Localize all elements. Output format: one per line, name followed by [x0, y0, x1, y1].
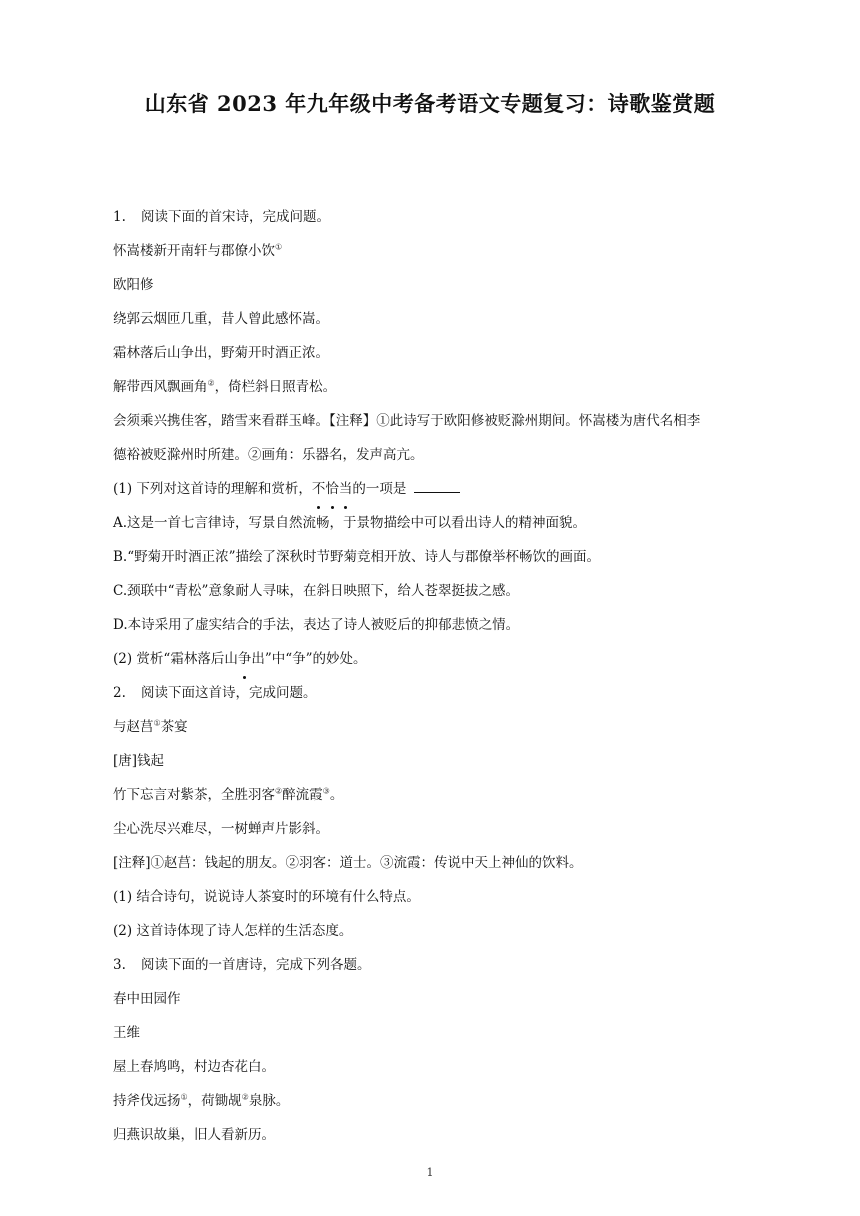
footnote-marker: ① [275, 242, 283, 252]
poem-line-with-note: 会须乘兴携佳客，踏雪来看群玉峰。【注释】①此诗写于欧阳修被贬滁州期间。怀嵩楼为唐代名相李 [113, 413, 701, 429]
option-c: C.颈联中“青松”意象耐人寻味，在斜日映照下，给人苍翠挺拔之感。 [113, 583, 519, 599]
question-number: 2. [113, 685, 126, 701]
poem-line: 持斧伐远扬①，荷锄觇②泉脉。 [113, 1092, 290, 1109]
question-3-prompt: 3. 阅读下面的一首唐诗，完成下列各题。 [113, 948, 793, 982]
emphasis-char: 恰 [325, 472, 339, 506]
poem-author: 欧阳修 [113, 277, 154, 293]
footnote-marker: ② [275, 786, 283, 796]
poem-author: [唐]钱起 [113, 753, 165, 769]
poem-title: 与赵莒①茶宴 [113, 718, 188, 735]
note-text: [注释]①赵莒：钱起的朋友。②羽客：道士。③流霞：传说中天上神仙的饮料。 [113, 855, 583, 871]
emphasis-char: 不 [312, 472, 326, 506]
question-number: 1. [113, 209, 126, 225]
poem-line: 绕郭云烟匝几重，昔人曾此感怀嵩。 [113, 311, 329, 327]
poem-line: 尘心洗尽兴难尽，一树蝉声片影斜。 [113, 821, 329, 837]
poem-line: 屋上春鸠鸣，村边杏花白。 [113, 1059, 275, 1075]
answer-blank [414, 478, 460, 493]
footnote-marker: ③ [322, 786, 330, 796]
poem-line: 竹下忘言对紫茶，全胜羽客②醉流霞③。 [113, 786, 344, 803]
emphasis-char: 当 [339, 472, 353, 506]
document-body [113, 200, 793, 1152]
footnote-marker: ① [153, 718, 161, 728]
sub-question-2: (2) 这首诗体现了诗人怎样的生活态度。 [113, 923, 353, 939]
sub-question-2: (2) 赏析“霜林落后山争出”中“争”的妙处。 [113, 642, 793, 676]
poem-author: 王维 [113, 1025, 140, 1041]
question-number: 3. [113, 957, 126, 973]
option-b: B.“野菊开时酒正浓”描绘了深秋时节野菊竞相开放、诗人与郡僚举杯畅饮的画面。 [113, 549, 601, 565]
option-a: A.这是一首七言律诗，写景自然流畅，于景物描绘中可以看出诗人的精神面貌。 [113, 515, 587, 531]
footnote-marker: ② [241, 1092, 249, 1102]
poem-line: 归燕识故巢，旧人看新历。 [113, 1127, 275, 1143]
poem-title: 怀嵩楼新开南轩与郡僚小饮① [113, 242, 283, 259]
sub-question-1: (1) 结合诗句，说说诗人茶宴时的环境有什么特点。 [113, 889, 420, 905]
note-text: 德裕被贬滁州时所建。②画角：乐器名，发声高亢。 [113, 447, 424, 463]
poem-line: 霜林落后山争出，野菊开时酒正浓。 [113, 345, 329, 361]
emphasis-char: 争 [238, 642, 252, 676]
option-d: D.本诗采用了虚实结合的手法，表达了诗人被贬后的抑郁悲愤之情。 [113, 617, 520, 633]
footnote-marker: ① [180, 1092, 188, 1102]
page-number: 1 [426, 1166, 434, 1179]
poem-line: 解带西风飘画角②，倚栏斜日照青松。 [113, 378, 337, 395]
sub-question-1: (1) 下列对这首诗的理解和赏析，不恰当的一项是 [113, 472, 793, 506]
question-1-prompt: 1. 阅读下面的首宋诗，完成问题。 [113, 200, 793, 234]
question-2-prompt: 2. 阅读下面这首诗，完成问题。 [113, 676, 793, 710]
page-title: 山东省 2023 年九年级中考备考语文专题复习：诗歌鉴赏题 [144, 91, 716, 116]
footnote-marker: ② [207, 378, 215, 388]
poem-title: 春中田园作 [113, 991, 181, 1007]
